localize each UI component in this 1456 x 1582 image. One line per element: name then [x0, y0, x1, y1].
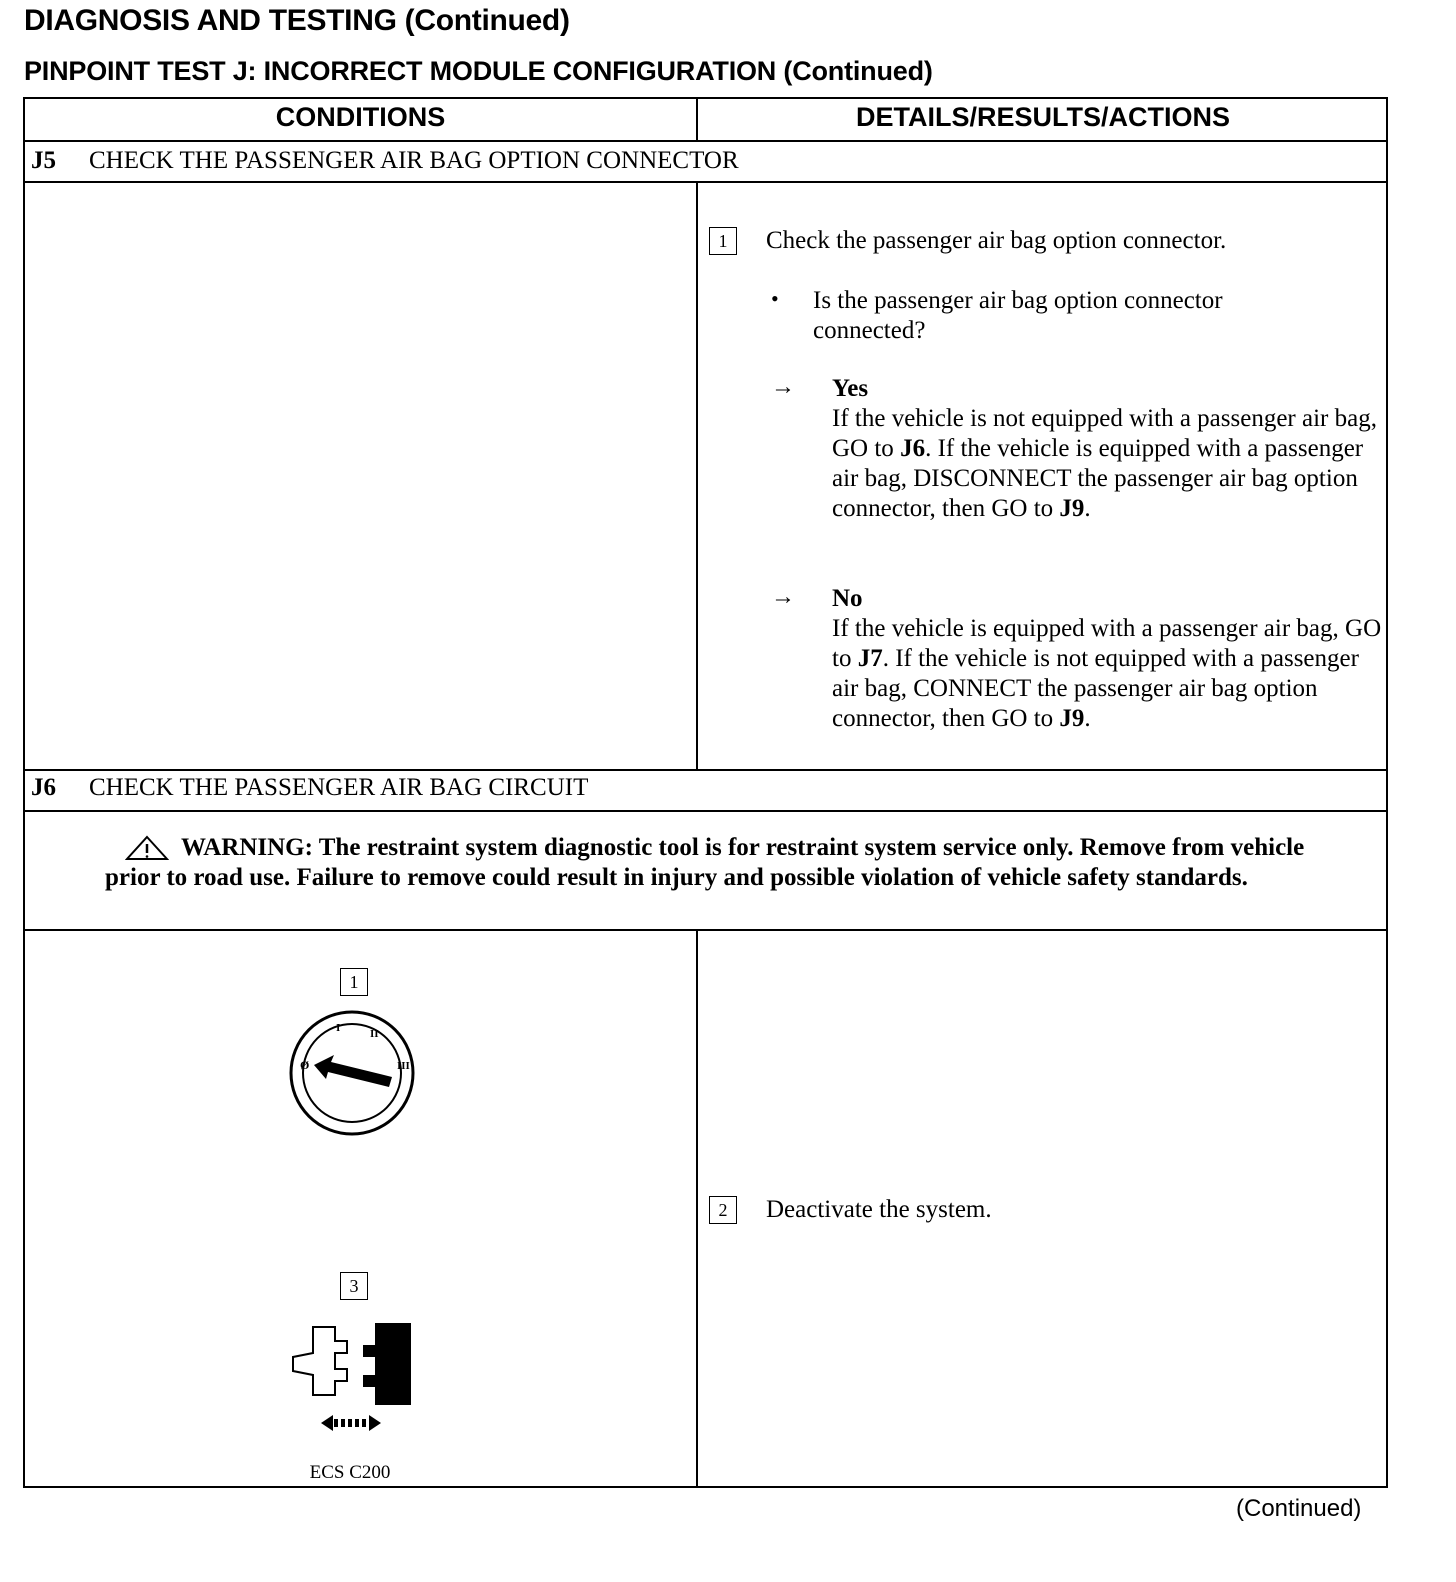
row-divider: [25, 810, 1386, 812]
action-number-box: 1: [709, 227, 737, 255]
question-text: Is the passenger air bag option connector connected?: [813, 287, 1223, 344]
row-divider: [25, 769, 1386, 771]
step-j6-id: J6: [31, 774, 56, 801]
figure-number-box: 3: [340, 1272, 368, 1300]
result-arrow-icon: →: [771, 374, 795, 400]
column-divider: [696, 99, 698, 140]
ref-link-j6: J6: [900, 435, 926, 462]
warning-triangle-icon: [125, 835, 169, 861]
result-label-yes: Yes: [832, 375, 869, 402]
ignition-switch-off-icon: [288, 1009, 418, 1139]
result-yes: [832, 374, 1382, 524]
page-title: DIAGNOSIS AND TESTING (Continued): [24, 4, 570, 37]
figure-caption: ECS C200: [309, 1462, 391, 1483]
continued-label: (Continued): [1236, 1495, 1362, 1522]
result-no-text: If the vehicle is equipped with a passenger air bag, GO to: [832, 615, 1382, 672]
conditions-column-header: CONDITIONS: [275, 102, 446, 132]
step-j6-title-text: CHECK THE PASSENGER AIR BAG CIRCUIT: [89, 774, 589, 801]
pinpoint-test-table: [23, 97, 1388, 1488]
section-title: PINPOINT TEST J: INCORRECT MODULE CONFIGURATION (Continued): [24, 56, 933, 86]
warning-text: [105, 833, 1305, 893]
result-yes-text: . If the vehicle is equipped with a passenger air bag, DISCONNECT the passenger air bag option connector, then GO to: [832, 435, 1364, 522]
result-no-text: . If the vehicle is not equipped with a passenger air bag, CONNECT the passenger air bag option connector, then GO to: [832, 645, 1359, 732]
result-yes-text: If the vehicle is not equipped with a passenger air bag, GO to: [832, 405, 1377, 462]
connector-disconnect-icon: [287, 1319, 417, 1439]
warning-message: WARNING: The restraint system diagnostic tool is for restraint system service only. Remove from vehicle prior to road use. Failure to remove could result in injury and possible violation of vehicle safety standards.: [105, 834, 1305, 891]
ref-link-j7: J7: [857, 645, 883, 672]
result-no-text: .: [1084, 705, 1091, 732]
svg-text:II: II: [370, 1028, 379, 1040]
row-divider: [25, 929, 1386, 931]
step-j6-title: [31, 774, 588, 802]
figure-number-box: 1: [340, 968, 368, 996]
step-j5-id: J5: [31, 147, 56, 174]
row-divider: [25, 140, 1386, 142]
result-yes-text: .: [1084, 495, 1091, 522]
ref-link-j9: J9: [1059, 495, 1085, 522]
details-column-header: DETAILS/RESULTS/ACTIONS: [855, 102, 1230, 132]
ref-link-j9: J9: [1059, 705, 1085, 732]
column-divider: [696, 929, 698, 1486]
action-text: Check the passenger air bag option connector.: [766, 227, 1227, 254]
svg-text:Ø: Ø: [300, 1058, 310, 1072]
step-j5-title: [31, 147, 739, 175]
row-divider: [25, 181, 1386, 183]
svg-text:I: I: [336, 1022, 341, 1034]
column-divider: [696, 181, 698, 769]
action-text: Deactivate the system.: [766, 1196, 992, 1223]
step-j5-title-text: CHECK THE PASSENGER AIR BAG OPTION CONNECTOR: [89, 147, 739, 174]
result-arrow-icon: →: [771, 584, 795, 610]
action-number-box: 2: [709, 1196, 737, 1224]
result-label-no: No: [832, 585, 863, 612]
svg-text:III: III: [397, 1060, 410, 1072]
result-no: [832, 584, 1382, 734]
bullet-icon: •: [771, 286, 779, 311]
